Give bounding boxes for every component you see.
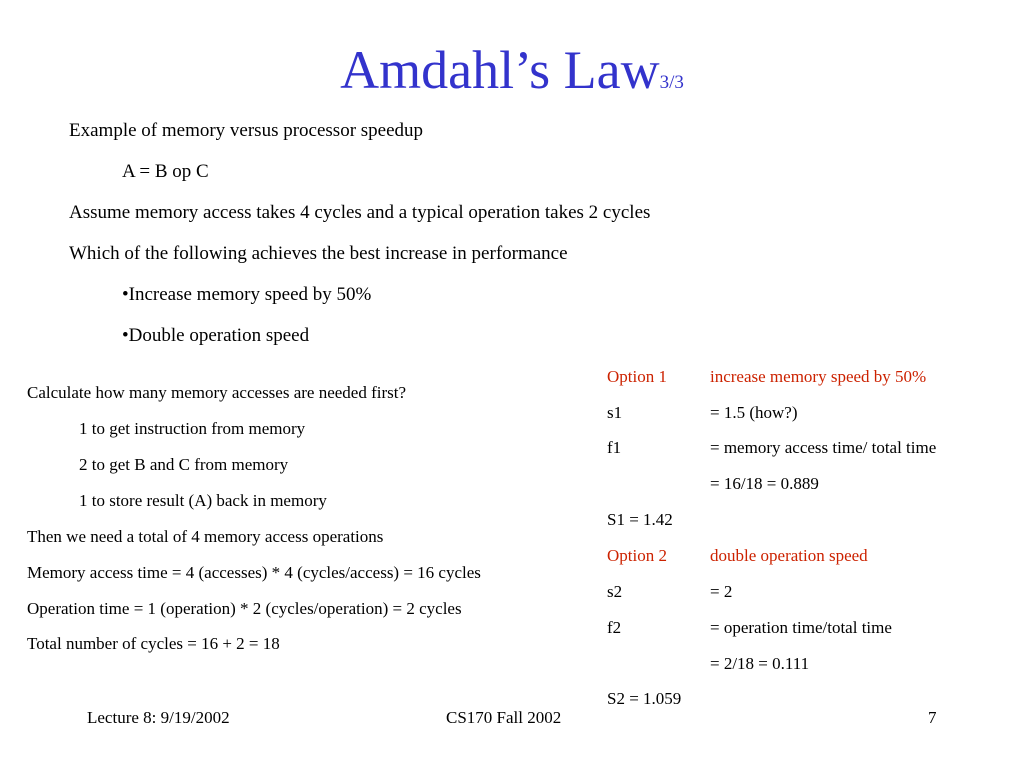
option-1-label: Option 1 xyxy=(607,367,667,386)
intro-bullet-1: •Increase memory speed by 50% xyxy=(122,284,372,305)
left-line-5: Then we need a total of 4 memory access operations xyxy=(27,527,384,546)
title-fraction: 3/3 xyxy=(659,72,684,93)
s1-value: = 1.5 (how?) xyxy=(710,403,798,422)
option-2-desc: double operation speed xyxy=(710,546,868,565)
left-line-2: 1 to get instruction from memory xyxy=(79,419,306,438)
s2-label: s2 xyxy=(607,582,623,601)
f2-value-2: = 2/18 = 0.111 xyxy=(710,654,810,673)
title-text: Amdahl’s Law xyxy=(340,40,660,100)
footer-lecture: Lecture 8: 9/19/2002 xyxy=(87,708,230,727)
intro-line-3: Assume memory access takes 4 cycles and a typical operation takes 2 cycles xyxy=(69,202,651,223)
f2-value: = operation time/total time xyxy=(710,618,892,637)
intro-bullet-2: •Double operation speed xyxy=(122,325,310,346)
left-line-3: 2 to get B and C from memory xyxy=(79,455,289,474)
s1-label: s1 xyxy=(607,403,623,422)
f1-value: = memory access time/ total time xyxy=(710,438,937,457)
left-line-1: Calculate how many memory accesses are needed first? xyxy=(27,383,407,402)
left-line-4: 1 to store result (A) back in memory xyxy=(79,491,327,510)
option-1-desc: increase memory speed by 50% xyxy=(710,367,927,386)
S2-result: S2 = 1.059 xyxy=(607,689,682,708)
S1-result: S1 = 1.42 xyxy=(607,510,673,529)
left-line-8: Total number of cycles = 16 + 2 = 18 xyxy=(27,634,280,653)
s2-value: = 2 xyxy=(710,582,733,601)
intro-line-4: Which of the following achieves the best increase in performance xyxy=(69,243,568,264)
left-line-7: Operation time = 1 (operation) * 2 (cycles/operation) = 2 cycles xyxy=(27,599,462,618)
option-2-label: Option 2 xyxy=(607,546,667,565)
footer-page-number: 7 xyxy=(928,708,937,727)
footer-course: CS170 Fall 2002 xyxy=(446,708,562,727)
f2-label: f2 xyxy=(607,618,622,637)
left-line-6: Memory access time = 4 (accesses) * 4 (cycles/access) = 16 cycles xyxy=(27,563,481,582)
f1-value-2: = 16/18 = 0.889 xyxy=(710,474,819,493)
f1-label: f1 xyxy=(607,438,622,457)
slide-title xyxy=(0,38,1024,115)
intro-line-2: A = B op C xyxy=(122,161,209,182)
intro-line-1: Example of memory versus processor speedup xyxy=(69,120,424,141)
